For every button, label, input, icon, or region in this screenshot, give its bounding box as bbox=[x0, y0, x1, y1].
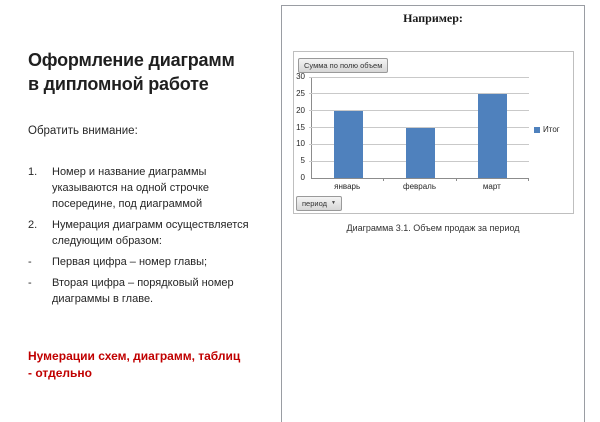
x-tick-mark bbox=[528, 178, 529, 181]
red-note-line2: - отдельно bbox=[28, 366, 92, 380]
y-tick-label: 30 bbox=[296, 72, 305, 81]
x-tick-label: февраль bbox=[402, 182, 436, 191]
pivot-value-label: Сумма по полю объем bbox=[304, 61, 383, 70]
plot-area bbox=[311, 77, 529, 179]
y-tick-label: 5 bbox=[300, 156, 305, 166]
chevron-down-icon: ▼ bbox=[330, 200, 336, 206]
x-tick-mark bbox=[456, 178, 457, 181]
bar-февраль[interactable] bbox=[406, 128, 435, 179]
legend-swatch-icon bbox=[534, 127, 540, 133]
notes-list bbox=[28, 164, 263, 307]
red-note-line1: Нумерации схем, диаграмм, таблиц bbox=[28, 349, 241, 363]
y-tick-label: 15 bbox=[296, 122, 305, 132]
legend-label: Итог bbox=[543, 125, 560, 134]
y-tick-label: 25 bbox=[296, 88, 305, 98]
bar-март[interactable] bbox=[478, 94, 507, 178]
chart-legend bbox=[534, 125, 560, 134]
x-axis-labels bbox=[311, 182, 528, 194]
slide-title-line1: Оформление диаграмм bbox=[28, 50, 235, 70]
bar-январь[interactable] bbox=[334, 111, 363, 178]
x-tick-label: январь bbox=[334, 182, 361, 191]
pivot-axis-label: период bbox=[302, 199, 327, 208]
list-item: 1. Номер и название диаграммы указываются на одной строчке посередине, под диаграммой bbox=[28, 166, 210, 210]
pivot-axis-button[interactable] bbox=[296, 196, 342, 211]
gridline bbox=[309, 77, 529, 78]
slide-title-line2: в дипломной работе bbox=[28, 74, 209, 94]
document-page bbox=[281, 5, 585, 422]
chart-frame[interactable] bbox=[293, 51, 574, 214]
y-axis-labels bbox=[294, 72, 308, 182]
list-item: 2. Нумерация диаграмм осуществляется следующим образом: bbox=[28, 219, 249, 247]
list-item: - Первая цифра – номер главы; bbox=[28, 256, 208, 268]
red-note bbox=[28, 348, 263, 382]
x-tick-mark bbox=[383, 178, 384, 181]
x-tick-label: март bbox=[482, 182, 501, 191]
chart-caption: Диаграмма 3.1. Объем продаж за период bbox=[346, 223, 520, 233]
list-item: - Вторая цифра – порядковый номер диаграммы в главе. bbox=[28, 277, 234, 305]
slide-title bbox=[28, 48, 263, 96]
page-header: Например: bbox=[403, 11, 463, 25]
text-panel bbox=[28, 48, 263, 382]
pivot-value-button[interactable] bbox=[298, 58, 388, 73]
intro-text: Обратить внимание: bbox=[28, 125, 138, 137]
y-tick-label: 10 bbox=[296, 139, 305, 149]
y-tick-label: 0 bbox=[300, 173, 305, 182]
y-tick-label: 20 bbox=[296, 105, 305, 115]
